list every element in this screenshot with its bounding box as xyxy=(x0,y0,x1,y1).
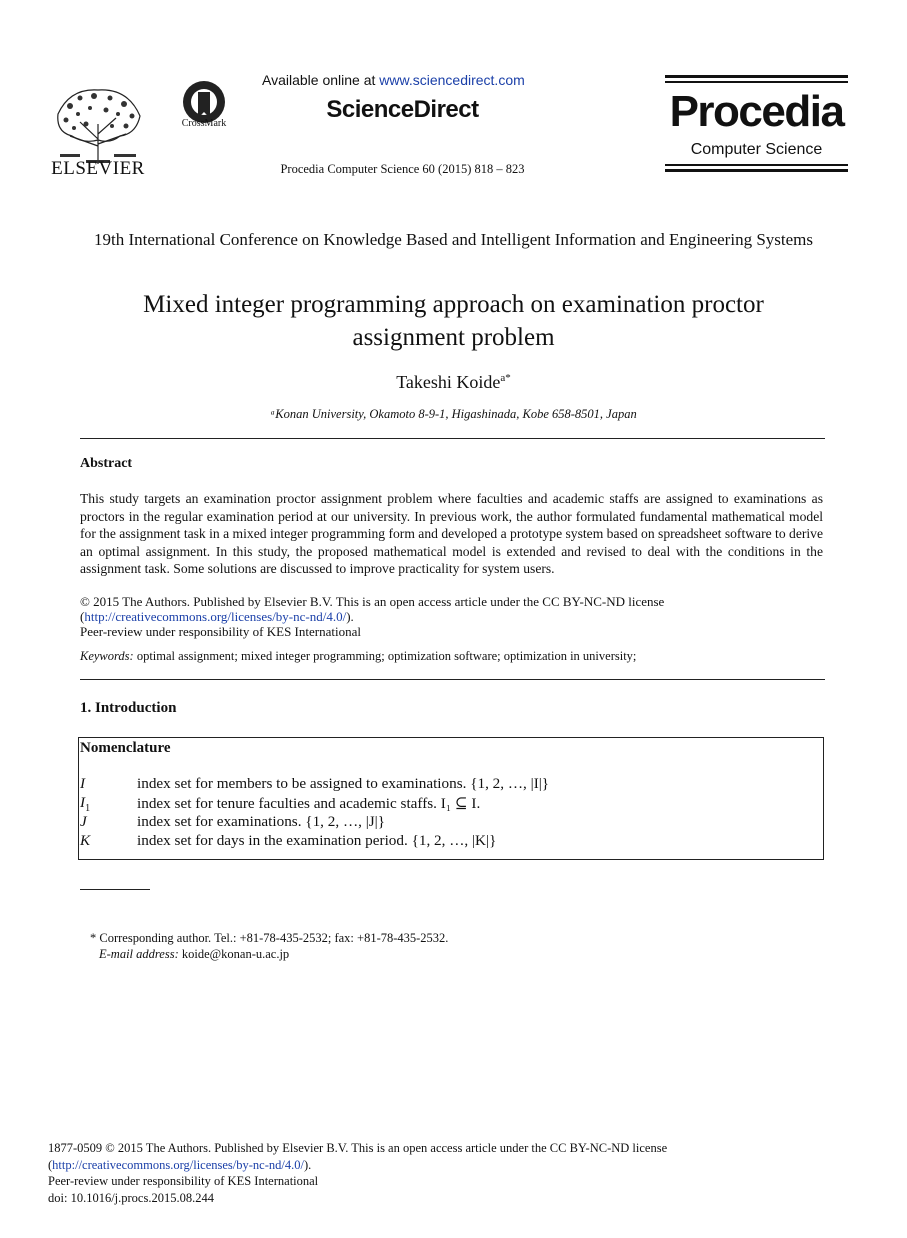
nomenclature-heading: Nomenclature xyxy=(80,740,171,756)
paper-title xyxy=(80,288,827,354)
paren-close: ). xyxy=(346,609,354,624)
license-line xyxy=(80,609,823,624)
symbol-letter: J xyxy=(80,813,87,830)
symbol-letter: K xyxy=(80,832,91,849)
sciencedirect-link[interactable]: www.sciencedirect.com xyxy=(379,72,525,88)
available-online xyxy=(262,72,562,88)
license-link[interactable]: http://creativecommons.org/licenses/by-nc-nd/4.0/ xyxy=(84,609,347,624)
bottom-peer-review: Peer-review under responsibility of KES International xyxy=(48,1174,319,1188)
nomenclature-description: index set for members to be assigned to examinations. {1, 2, …, |I|} xyxy=(137,775,550,792)
author-marker: a* xyxy=(500,372,511,384)
issn-line: 1877-0509 © 2015 The Authors. Published by Elsevier B.V. This is an open access article under the CC BY-NC-ND license xyxy=(48,1141,668,1155)
procedia-rule xyxy=(665,75,848,78)
bottom-license xyxy=(48,1140,808,1206)
nomenclature-row xyxy=(80,775,820,794)
corresponding-author: * Corresponding author. Tel.: +81-78-435-2532; fax: +81-78-435-2532. xyxy=(90,931,449,945)
copyright-block xyxy=(80,594,823,639)
abstract-text: This study targets an examination proctor assignment problem where faculties and academic staffs are assigned to examinations as proctors in the regular examination period at our university. In previous work, the author formulated fundamental mathematical model for the assignment task in a mixed integer programming form and developed a prototype system based on spreadsheet software to derive an optimal assignment. In this study, the proposed mathematical model is extended and revised to deal with the conditions in the assignment task. Some solutions are discussed to improve practicality for system users. xyxy=(80,491,823,577)
footnote-rule xyxy=(80,889,150,890)
divider xyxy=(80,679,825,680)
sciencedirect-wordmark: ScienceDirect xyxy=(326,96,479,123)
email-label: E-mail address: xyxy=(99,947,179,961)
email-line xyxy=(90,946,690,962)
bottom-license-link[interactable]: http://creativecommons.org/licenses/by-nc-nd/4.0/ xyxy=(52,1157,304,1172)
keywords-text: optimal assignment; mixed integer programming; optimization software; optimization in university; xyxy=(133,649,637,663)
conference-name: 19th International Conference on Knowledge Based and Intelligent Information and Engineering Systems xyxy=(94,230,813,249)
author xyxy=(80,372,827,393)
procedia-subtitle: Computer Science xyxy=(690,141,823,158)
procedia-rule xyxy=(665,164,848,166)
crossmark-label: CrossMark xyxy=(181,118,227,129)
nomenclature-row xyxy=(80,813,820,832)
paren-close: ). xyxy=(303,1157,312,1172)
paper-title-line1: Mixed integer programming approach on examination proctor xyxy=(143,291,764,318)
copyright-line: © 2015 The Authors. Published by Elsevier B.V. This is an open access article under the CC BY-NC-ND license xyxy=(80,594,665,609)
symbol-letter: I xyxy=(80,775,86,792)
keywords xyxy=(80,649,823,664)
paren-open: ( xyxy=(48,1157,53,1172)
paren-open: ( xyxy=(80,609,85,624)
nomenclature-symbol xyxy=(80,813,87,833)
abstract-heading: Abstract xyxy=(80,456,133,471)
nomenclature-description: index set for examinations. {1, 2, …, |J|} xyxy=(137,813,386,830)
nomenclature-description: index set for tenure faculties and academic staffs. I₁ ⊆ I. xyxy=(137,795,481,812)
doi[interactable]: doi: 10.1016/j.procs.2015.08.244 xyxy=(48,1190,214,1205)
available-prefix: Available online at xyxy=(262,72,380,88)
procedia-rule xyxy=(665,81,848,83)
email-address[interactable]: koide@konan-u.ac.jp xyxy=(178,947,290,961)
nomenclature-symbol xyxy=(80,832,90,852)
procedia-wordmark: Procedia xyxy=(669,87,844,136)
peer-review-line: Peer-review under responsibility of KES International xyxy=(80,624,361,639)
symbol-letter: I xyxy=(80,794,86,811)
journal-reference: Procedia Computer Science 60 (2015) 818 – 823 xyxy=(280,162,525,176)
publisher-name: ELSEVIER xyxy=(51,158,145,179)
nomenclature-row xyxy=(80,832,820,851)
nomenclature-row xyxy=(80,794,820,813)
section-heading: 1. Introduction xyxy=(80,700,177,716)
nomenclature-description: index set for days in the examination period. {1, 2, …, |K|} xyxy=(137,832,497,849)
procedia-rule xyxy=(665,169,848,172)
paper-title-line2: assignment problem xyxy=(352,324,555,351)
footnote xyxy=(90,930,690,962)
nomenclature-symbol xyxy=(80,794,90,814)
bottom-license-line xyxy=(48,1157,808,1174)
affiliation: ᵃKonan University, Okamoto 8-9-1, Higashinada, Kobe 658-8501, Japan xyxy=(270,407,637,421)
nomenclature-symbol xyxy=(80,775,85,795)
author-name: Takeshi Koide xyxy=(396,372,501,392)
symbol-subscript: 1 xyxy=(85,803,91,815)
keywords-label: Keywords: xyxy=(80,649,134,663)
divider xyxy=(80,438,825,439)
